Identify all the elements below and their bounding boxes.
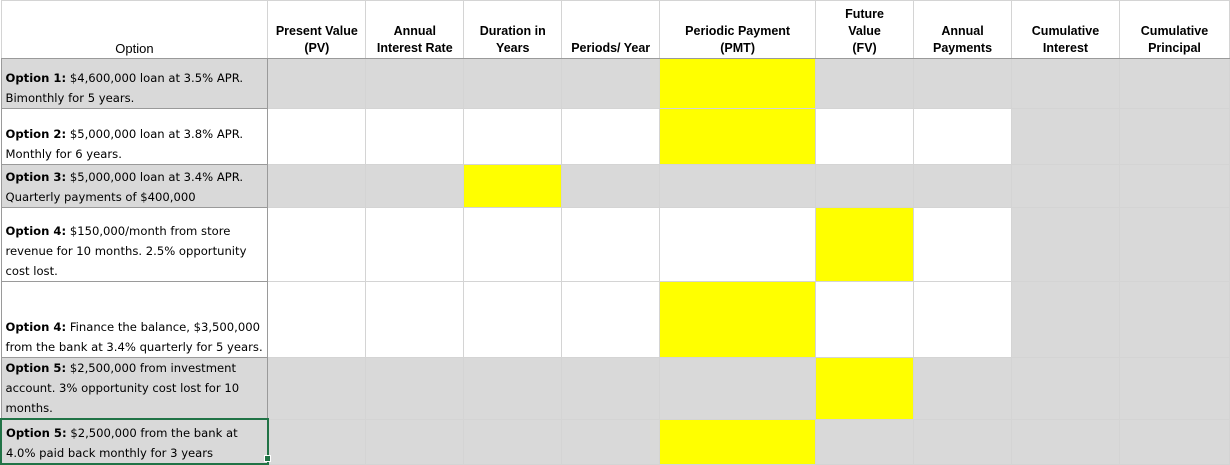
cell-annual-payments[interactable] <box>914 109 1012 165</box>
cell-duration[interactable] <box>464 59 562 109</box>
cell-pmt-highlighted[interactable] <box>660 109 816 165</box>
cell-periods-per-year[interactable] <box>562 358 660 420</box>
option-2-label[interactable]: Option 2: $5,000,000 loan at 3.8% APR. Monthly for 6 years. <box>1 109 268 165</box>
cell-pmt-highlighted[interactable] <box>660 59 816 109</box>
cell-cumulative-principal[interactable] <box>1119 208 1229 282</box>
cell-annual-rate[interactable] <box>366 419 464 464</box>
cell-pmt[interactable] <box>660 165 816 208</box>
cell-annual-rate[interactable] <box>366 358 464 420</box>
cell-annual-payments[interactable] <box>914 419 1012 464</box>
cell-annual-rate[interactable] <box>366 165 464 208</box>
cell-pv[interactable] <box>268 59 366 109</box>
table-row <box>1 109 1230 165</box>
header-future-value[interactable]: Future Value (FV) <box>816 1 914 59</box>
table-row <box>1 282 1230 358</box>
cell-fv[interactable] <box>816 109 914 165</box>
table-row <box>1 165 1230 208</box>
header-row <box>1 1 1230 59</box>
cell-cumulative-interest[interactable] <box>1012 109 1120 165</box>
cell-cumulative-principal[interactable] <box>1119 282 1229 358</box>
cell-fv-highlighted[interactable] <box>816 358 914 420</box>
cell-fv[interactable] <box>816 165 914 208</box>
cell-pmt[interactable] <box>660 358 816 420</box>
cell-annual-rate[interactable] <box>366 208 464 282</box>
cell-cumulative-interest[interactable] <box>1012 165 1120 208</box>
cell-periods-per-year[interactable] <box>562 109 660 165</box>
cell-pv[interactable] <box>268 208 366 282</box>
cell-annual-payments[interactable] <box>914 358 1012 420</box>
cell-fv[interactable] <box>816 419 914 464</box>
header-present-value[interactable]: Present Value (PV) <box>268 1 366 59</box>
header-duration-in-years[interactable]: Duration in Years <box>464 1 562 59</box>
cell-annual-payments[interactable] <box>914 282 1012 358</box>
header-periods-per-year[interactable]: Periods/ Year <box>562 1 660 59</box>
option-1-label[interactable]: Option 1: $4,600,000 loan at 3.5% APR. Bimonthly for 5 years. <box>1 59 268 109</box>
cell-pv[interactable] <box>268 419 366 464</box>
cell-cumulative-principal[interactable] <box>1119 419 1229 464</box>
cell-duration[interactable] <box>464 208 562 282</box>
cell-annual-rate[interactable] <box>366 59 464 109</box>
header-annual-payments[interactable]: Annual Payments <box>914 1 1012 59</box>
cell-duration[interactable] <box>464 109 562 165</box>
cell-annual-payments[interactable] <box>914 165 1012 208</box>
cell-periods-per-year[interactable] <box>562 208 660 282</box>
header-cumulative-principal[interactable]: Cumulative Principal <box>1119 1 1229 59</box>
cell-pv[interactable] <box>268 358 366 420</box>
selection-fill-handle[interactable] <box>264 455 271 462</box>
cell-duration-highlighted[interactable] <box>464 165 562 208</box>
cell-cumulative-interest[interactable] <box>1012 419 1120 464</box>
cell-pmt-highlighted[interactable] <box>660 282 816 358</box>
option-3-label[interactable]: Option 3: $5,000,000 loan at 3.4% APR. Quarterly payments of $400,000 <box>1 165 268 208</box>
header-option[interactable]: Option <box>1 1 268 59</box>
cell-annual-rate[interactable] <box>366 282 464 358</box>
option-5-bank-label[interactable]: Option 5: $2,500,000 from the bank at 4.0% paid back monthly for 3 years <box>1 419 268 464</box>
cell-periods-per-year[interactable] <box>562 59 660 109</box>
cell-fv[interactable] <box>816 59 914 109</box>
cell-cumulative-principal[interactable] <box>1119 59 1229 109</box>
cell-annual-payments[interactable] <box>914 59 1012 109</box>
table-row <box>1 419 1230 464</box>
option-4-finance-label[interactable]: Option 4: Finance the balance, $3,500,000 from the bank at 3.4% quarterly for 5 years. <box>1 282 268 358</box>
header-annual-interest-rate[interactable]: Annual Interest Rate <box>366 1 464 59</box>
cell-periods-per-year[interactable] <box>562 165 660 208</box>
cell-cumulative-interest[interactable] <box>1012 358 1120 420</box>
cell-pv[interactable] <box>268 109 366 165</box>
header-periodic-payment[interactable]: Periodic Payment (PMT) <box>660 1 816 59</box>
cell-annual-payments[interactable] <box>914 208 1012 282</box>
cell-fv[interactable] <box>816 282 914 358</box>
cell-cumulative-interest[interactable] <box>1012 208 1120 282</box>
cell-periods-per-year[interactable] <box>562 419 660 464</box>
table-row <box>1 59 1230 109</box>
cell-pmt-highlighted[interactable] <box>660 419 816 464</box>
cell-cumulative-principal[interactable] <box>1119 109 1229 165</box>
cell-pv[interactable] <box>268 165 366 208</box>
header-cumulative-interest[interactable]: Cumulative Interest <box>1012 1 1120 59</box>
table-row <box>1 358 1230 420</box>
table-row <box>1 208 1230 282</box>
cell-fv-highlighted[interactable] <box>816 208 914 282</box>
option-4-store-label[interactable]: Option 4: $150,000/month from store revenue for 10 months. 2.5% opportunity cost lost. <box>1 208 268 282</box>
cell-cumulative-principal[interactable] <box>1119 358 1229 420</box>
cell-pmt[interactable] <box>660 208 816 282</box>
cell-duration[interactable] <box>464 419 562 464</box>
cell-duration[interactable] <box>464 358 562 420</box>
cell-annual-rate[interactable] <box>366 109 464 165</box>
cell-cumulative-principal[interactable] <box>1119 165 1229 208</box>
cell-duration[interactable] <box>464 282 562 358</box>
cell-periods-per-year[interactable] <box>562 282 660 358</box>
cell-cumulative-interest[interactable] <box>1012 282 1120 358</box>
cell-cumulative-interest[interactable] <box>1012 59 1120 109</box>
cell-pv[interactable] <box>268 282 366 358</box>
option-5-investment-label[interactable]: Option 5: $2,500,000 from investment account. 3% opportunity cost lost for 10 months. <box>1 358 268 420</box>
